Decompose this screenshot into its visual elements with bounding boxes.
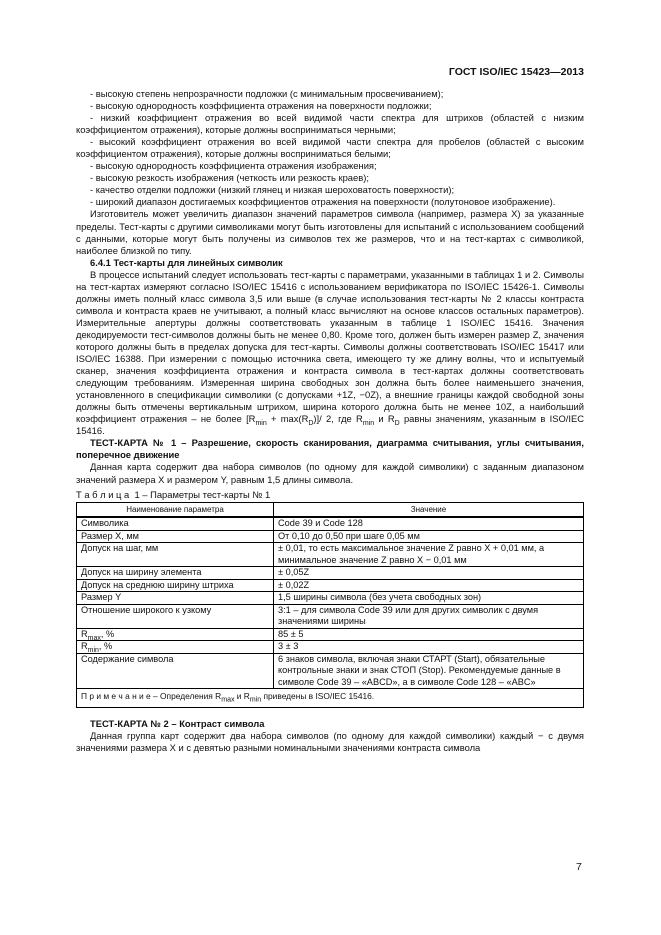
param-cell: Символика: [77, 517, 274, 530]
table-row: [77, 567, 584, 580]
value-cell: 6 знаков символа, включая знаки СТАРТ (Start), обязательные контрольные знаки и знак СТОП (Stop). Рекомендуемые данные в символе Code 39 – «ABCD», а в символе Code 128 – «ABC»: [274, 653, 584, 689]
list-item: - широкий диапазон достигаемых коэффициентов отражения на поверхности (полутоновое изображение).: [90, 196, 556, 208]
list-item: - высокую степень непрозрачности подложки (с минимальным просвечиванием);: [90, 88, 444, 99]
paragraph-main: В процессе испытаний следует использовать тест-карты с параметрами, указанными в таблицах 1 и 2. Символы на тест-картах измеряют согласно ISO/IEC 15416 с использованием верификатора по ISO/IEC 15426-1. Символы должны иметь полный класс символа 3,5 или выше (в случае использования тест-карты № 2 классы контраста символа и контраста краев не учитывают, а полный класс вычисляют на основе классов остальных параметров). Измерительные апертуры должны соответствовать указанным в таблице 1 ISO/IEC 15416. Значения декодируемости тест-символов должны быть не менее 0,80. Кроме того, должен быть измерен размер Z, значения которого должны быть в пределах допуска для тест-карты. Символы должны соответствовать ISO/IEC 15417 или ISO/IEC 16388. При измерении с помощью источника света, имеющего ту же длину волны, что и испытуемый сканер, значения коэффициента отражения и контраста символа в тест-картах должны соответствовать следующим требованиям. Измеренная ширина свободных зон должна быть более наименьшего значения, установленного в спецификации символики (с допусками +1Z, −0Z), а внешние границы каждой свободной зоны должны быть отмечены вертикальным штрихом, ширина которого должна быть не менее 10Z, а наибольший коэффициент отражения – не более $[R_{min} + \max(R_D)]/$ 2, где $R_{min}$ и $R_D$ равны значениям, указанным в ISO/IEC 15416.: [76, 268, 584, 437]
section-heading: 6.4.1 Тест-карты для линейных символик: [90, 256, 283, 268]
testcard2-heading: ТЕСТ-КАРТА № 2 – Контраст символа: [90, 717, 265, 729]
column-header-value: Значение: [274, 502, 584, 517]
param-cell: Допуск на среднюю ширину штриха: [77, 579, 274, 592]
list-item: - высокую однородность коэффициента отражения изображения;: [90, 160, 377, 172]
page-body: [76, 88, 584, 754]
value-cell: 3:1 – для символа Code 39 или для других символик с двумя значениями ширины: [274, 604, 584, 628]
value-cell: От 0,10 до 0,50 при шаге 0,05 мм: [274, 530, 584, 543]
value-cell: ± 0,05Z: [274, 567, 584, 580]
param-cell: Размер Y: [77, 592, 274, 605]
table-note: П р и м е ч а н и е – Определения $R_{max}$ и $R_{min}$ приведены в ISO/IEC 15416.: [77, 689, 584, 708]
table-row: [77, 543, 584, 567]
testcard1-text: Данная карта содержит два набора символов (по одному для каждой символики) с заданным диапазоном значений размера X и размером Y, равным 1,5 длины символа.: [76, 461, 584, 485]
param-cell: $R_{min}$, %: [77, 641, 274, 654]
list-item: - качество отделки подложки (низкий глянец и низкая шероховатость поверхности);: [90, 184, 455, 196]
list-item: - высокую однородность коэффициента отражения на поверхности подложки;: [90, 100, 432, 112]
param-cell: Допуск на ширину элемента: [77, 567, 274, 580]
value-cell: 3 ± 3: [274, 641, 584, 654]
value-cell: 1,5 ширины символа (без учета свободных зон): [274, 592, 584, 605]
column-header-param: Наименование параметра: [77, 502, 274, 517]
param-cell: Отношение широкого к узкому: [77, 604, 274, 628]
param-cell: Содержание символа: [77, 653, 274, 689]
param-cell: Допуск на шаг, мм: [77, 543, 274, 567]
table-note-row: [77, 689, 584, 708]
list-item: - высокий коэффициент отражения во всей видимой части спектра для пробелов (областей с высоким коэффициентом отражения), которые должны восприниматься белыми;: [76, 136, 584, 160]
value-cell: Code 39 и Code 128: [274, 517, 584, 530]
table-row: [77, 530, 584, 543]
spacer: [76, 708, 584, 718]
table-row: [77, 641, 584, 654]
table-row: [77, 653, 584, 689]
testcard1-heading: ТЕСТ-КАРТА № 1 – Разрешение, скорость сканирования, диаграмма считывания, углы считывания, поперечное движение: [76, 437, 584, 461]
parameters-table: [76, 502, 584, 708]
table-row: [77, 604, 584, 628]
param-cell: Размер X, мм: [77, 530, 274, 543]
table-row: [77, 579, 584, 592]
table-caption: Т а б л и ц а 1 – Параметры тест-карты № 1: [76, 488, 271, 500]
page-number: 7: [576, 861, 582, 873]
table-row: [77, 517, 584, 530]
value-cell: 85 ± 5: [274, 628, 584, 641]
testcard2-text: Данная группа карт содержит два набора символов (по одному для каждой символики) каждый − с двумя значениями размера X и с девятью разными номинальными значениями контраста символа: [76, 729, 584, 753]
value-cell: ± 0,02Z: [274, 579, 584, 592]
value-cell: ± 0,01, то есть максимальное значение Z равно X + 0,01 мм, а минимальное значение Z равно X − 0,01 мм: [274, 543, 584, 567]
table-row: [77, 628, 584, 641]
table-row: [77, 592, 584, 605]
document-header: ГОСТ ISO/IEC 15423—2013: [448, 66, 584, 78]
list-item: - низкий коэффициент отражения во всей видимой части спектра для штрихов (областей с низким коэффициентом отражения), которые должны восприниматься черными;: [76, 112, 584, 136]
paragraph-manufacturer: Изготовитель может увеличить диапазон значений параметров символа (например, размера X) за указанные пределы. Тест-карты с другими символиками могут быть изготовлены для испытаний с использованием сообщений с данными, которые могут быть получены из символов тех же размеров, что и на тест-картах с символикой, наиболее близкой по типу.: [76, 208, 584, 256]
list-item: - высокую резкость изображения (четкость или резкость краев);: [90, 172, 369, 184]
param-cell: $R_{max}$, %: [77, 628, 274, 641]
